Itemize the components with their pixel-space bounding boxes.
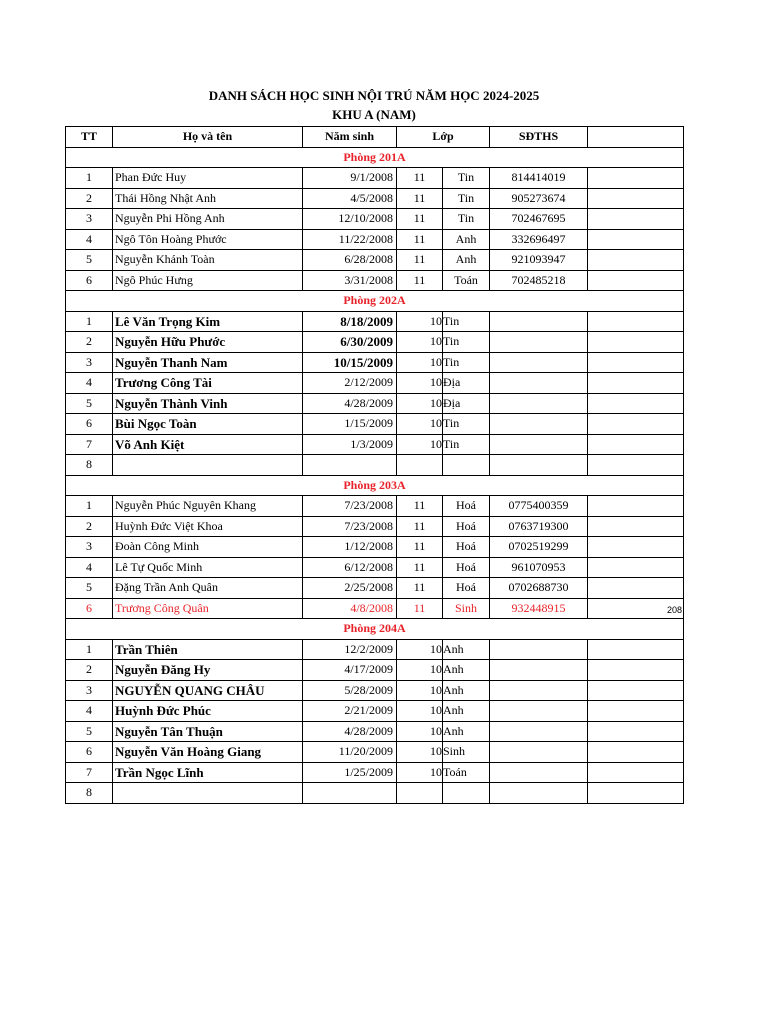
table-row xyxy=(66,516,684,537)
student-name: Nguyễn Tân Thuận xyxy=(113,721,303,742)
birth-date: 11/22/2008 xyxy=(303,229,397,250)
phone-number xyxy=(490,373,588,394)
phone-number xyxy=(490,311,588,332)
phone-number xyxy=(490,742,588,763)
class-grade: 10 xyxy=(397,332,443,353)
birth-date: 1/15/2009 xyxy=(303,414,397,435)
class-grade: 10 xyxy=(397,393,443,414)
class-subject: Tin xyxy=(443,414,490,435)
room-label: Phòng 201A xyxy=(66,147,684,168)
extra-cell xyxy=(588,557,684,578)
table-header-row xyxy=(66,127,684,148)
student-name: Nguyễn Phúc Nguyên Khang xyxy=(113,496,303,517)
room-label: Phòng 204A xyxy=(66,619,684,640)
student-name: Thái Hồng Nhật Anh xyxy=(113,188,303,209)
class-grade: 11 xyxy=(397,578,443,599)
student-name: Nguyễn Văn Hoàng Giang xyxy=(113,742,303,763)
birth-date: 7/23/2008 xyxy=(303,496,397,517)
student-name: Phan Đức Huy xyxy=(113,168,303,189)
student-name: Trần Thiên xyxy=(113,639,303,660)
extra-cell xyxy=(588,762,684,783)
birth-date: 4/28/2009 xyxy=(303,721,397,742)
phone-number xyxy=(490,455,588,476)
extra-cell xyxy=(588,639,684,660)
birth-date: 4/8/2008 xyxy=(303,598,397,619)
class-grade: 10 xyxy=(397,352,443,373)
row-number: 6 xyxy=(66,270,113,291)
class-grade: 10 xyxy=(397,660,443,681)
class-grade: 11 xyxy=(397,168,443,189)
class-subject: Tin xyxy=(443,209,490,230)
class-grade: 11 xyxy=(397,188,443,209)
birth-date: 4/28/2009 xyxy=(303,393,397,414)
extra-cell xyxy=(588,250,684,271)
row-number: 6 xyxy=(66,598,113,619)
birth-date: 4/5/2008 xyxy=(303,188,397,209)
extra-cell xyxy=(588,455,684,476)
row-number: 2 xyxy=(66,516,113,537)
phone-number: 0702519299 xyxy=(490,537,588,558)
document-subtitle: KHU A (NAM) xyxy=(332,107,416,122)
class-subject xyxy=(443,783,490,804)
header-dob: Năm sinh xyxy=(303,127,397,148)
class-grade: 11 xyxy=(397,209,443,230)
row-number: 3 xyxy=(66,680,113,701)
table-row xyxy=(66,332,684,353)
phone-number xyxy=(490,332,588,353)
room-header-row xyxy=(66,475,684,496)
phone-number xyxy=(490,414,588,435)
table-row xyxy=(66,598,684,619)
extra-cell xyxy=(588,680,684,701)
extra-cell xyxy=(588,578,684,599)
student-name: Nguyễn Thành Vinh xyxy=(113,393,303,414)
extra-cell xyxy=(588,209,684,230)
table-row xyxy=(66,783,684,804)
extra-cell xyxy=(588,434,684,455)
table-row xyxy=(66,660,684,681)
student-name: Nguyễn Đăng Hy xyxy=(113,660,303,681)
phone-number xyxy=(490,721,588,742)
table-body xyxy=(66,147,684,803)
student-name: Bùi Ngọc Toàn xyxy=(113,414,303,435)
class-subject: Anh xyxy=(443,721,490,742)
phone-number: 932448915 xyxy=(490,598,588,619)
row-number: 7 xyxy=(66,762,113,783)
class-grade: 11 xyxy=(397,537,443,558)
student-name: Nguyễn Khánh Toàn xyxy=(113,250,303,271)
extra-cell xyxy=(588,742,684,763)
row-number: 3 xyxy=(66,537,113,558)
side-note: 208 xyxy=(666,605,682,615)
class-grade: 10 xyxy=(397,762,443,783)
header-tt: TT xyxy=(66,127,113,148)
row-number: 8 xyxy=(66,455,113,476)
birth-date: 2/12/2009 xyxy=(303,373,397,394)
table-row xyxy=(66,496,684,517)
class-grade: 10 xyxy=(397,701,443,722)
table-row xyxy=(66,742,684,763)
phone-number xyxy=(490,701,588,722)
extra-cell xyxy=(588,496,684,517)
table-row xyxy=(66,557,684,578)
birth-date: 6/28/2008 xyxy=(303,250,397,271)
row-number: 2 xyxy=(66,332,113,353)
class-grade: 10 xyxy=(397,721,443,742)
class-grade: 10 xyxy=(397,311,443,332)
extra-cell xyxy=(588,537,684,558)
table-row xyxy=(66,393,684,414)
header-phone: SĐTHS xyxy=(490,127,588,148)
class-subject: Hoá xyxy=(443,557,490,578)
student-name: Trương Công Tài xyxy=(113,373,303,394)
class-subject: Tin xyxy=(443,352,490,373)
student-name xyxy=(113,455,303,476)
class-grade xyxy=(397,455,443,476)
table-row xyxy=(66,311,684,332)
class-subject: Tin xyxy=(443,168,490,189)
class-grade: 11 xyxy=(397,270,443,291)
extra-cell xyxy=(588,516,684,537)
student-name: Võ Anh Kiệt xyxy=(113,434,303,455)
extra-cell xyxy=(588,660,684,681)
birth-date: 10/15/2009 xyxy=(303,352,397,373)
class-grade: 11 xyxy=(397,250,443,271)
room-label: Phòng 202A xyxy=(66,291,684,312)
table-row xyxy=(66,762,684,783)
phone-number: 332696497 xyxy=(490,229,588,250)
extra-cell xyxy=(588,393,684,414)
row-number: 4 xyxy=(66,373,113,394)
phone-number xyxy=(490,762,588,783)
class-subject: Tin xyxy=(443,311,490,332)
class-subject: Hoá xyxy=(443,516,490,537)
phone-number: 961070953 xyxy=(490,557,588,578)
room-label: Phòng 203A xyxy=(66,475,684,496)
birth-date: 1/12/2008 xyxy=(303,537,397,558)
birth-date: 3/31/2008 xyxy=(303,270,397,291)
table-row xyxy=(66,188,684,209)
birth-date: 7/23/2008 xyxy=(303,516,397,537)
row-number: 1 xyxy=(66,496,113,517)
phone-number xyxy=(490,680,588,701)
table-row xyxy=(66,701,684,722)
birth-date: 2/25/2008 xyxy=(303,578,397,599)
birth-date: 8/18/2009 xyxy=(303,311,397,332)
student-table xyxy=(65,126,684,804)
header-class: Lớp xyxy=(397,127,490,148)
extra-cell xyxy=(588,270,684,291)
student-name: Đoàn Công Minh xyxy=(113,537,303,558)
phone-number: 905273674 xyxy=(490,188,588,209)
phone-number: 0702688730 xyxy=(490,578,588,599)
row-number: 4 xyxy=(66,229,113,250)
extra-cell xyxy=(588,352,684,373)
room-header-row xyxy=(66,147,684,168)
class-grade: 10 xyxy=(397,373,443,394)
class-subject: Hoá xyxy=(443,496,490,517)
phone-number: 814414019 xyxy=(490,168,588,189)
class-grade: 11 xyxy=(397,229,443,250)
row-number: 5 xyxy=(66,250,113,271)
table-row xyxy=(66,270,684,291)
document-title: DANH SÁCH HỌC SINH NỘI TRÚ NĂM HỌC 2024-2025 xyxy=(208,88,540,103)
class-subject: Anh xyxy=(443,660,490,681)
table-row xyxy=(66,229,684,250)
birth-date: 1/3/2009 xyxy=(303,434,397,455)
header-name: Họ và tên xyxy=(113,127,303,148)
row-number: 3 xyxy=(66,352,113,373)
student-name: NGUYỄN QUANG CHÂU xyxy=(113,680,303,701)
class-subject: Sinh xyxy=(443,598,490,619)
class-grade: 10 xyxy=(397,742,443,763)
student-name: Ngô Tôn Hoàng Phước xyxy=(113,229,303,250)
class-subject: Hoá xyxy=(443,578,490,599)
student-name: Huỳnh Đức Việt Khoa xyxy=(113,516,303,537)
birth-date: 4/17/2009 xyxy=(303,660,397,681)
phone-number: 702467695 xyxy=(490,209,588,230)
row-number: 6 xyxy=(66,742,113,763)
class-subject: Anh xyxy=(443,229,490,250)
row-number: 5 xyxy=(66,393,113,414)
phone-number: 702485218 xyxy=(490,270,588,291)
class-subject: Toán xyxy=(443,762,490,783)
phone-number: 0763719300 xyxy=(490,516,588,537)
row-number: 4 xyxy=(66,701,113,722)
student-name: Trương Công Quân xyxy=(113,598,303,619)
student-name xyxy=(113,783,303,804)
row-number: 2 xyxy=(66,188,113,209)
table-row xyxy=(66,455,684,476)
table-row xyxy=(66,434,684,455)
row-number: 4 xyxy=(66,557,113,578)
extra-cell xyxy=(588,783,684,804)
row-number: 2 xyxy=(66,660,113,681)
phone-number xyxy=(490,639,588,660)
class-grade: 10 xyxy=(397,434,443,455)
birth-date: 11/20/2009 xyxy=(303,742,397,763)
table-row xyxy=(66,352,684,373)
extra-cell xyxy=(588,229,684,250)
table-row xyxy=(66,721,684,742)
birth-date xyxy=(303,783,397,804)
birth-date: 12/10/2008 xyxy=(303,209,397,230)
room-header-row xyxy=(66,619,684,640)
row-number: 1 xyxy=(66,168,113,189)
phone-number xyxy=(490,434,588,455)
row-number: 5 xyxy=(66,721,113,742)
class-subject: Hoá xyxy=(443,537,490,558)
extra-cell xyxy=(588,168,684,189)
table-row xyxy=(66,414,684,435)
student-name: Lê Văn Trọng Kim xyxy=(113,311,303,332)
class-subject: Địa xyxy=(443,373,490,394)
student-name: Ngô Phúc Hưng xyxy=(113,270,303,291)
phone-number xyxy=(490,352,588,373)
class-grade xyxy=(397,783,443,804)
class-subject: Anh xyxy=(443,680,490,701)
student-name: Đặng Trần Anh Quân xyxy=(113,578,303,599)
row-number: 1 xyxy=(66,311,113,332)
extra-cell xyxy=(588,311,684,332)
extra-cell xyxy=(588,373,684,394)
phone-number xyxy=(490,660,588,681)
class-grade: 10 xyxy=(397,680,443,701)
class-subject: Tin xyxy=(443,434,490,455)
student-name: Nguyễn Thanh Nam xyxy=(113,352,303,373)
class-grade: 11 xyxy=(397,598,443,619)
phone-number xyxy=(490,393,588,414)
row-number: 5 xyxy=(66,578,113,599)
row-number: 3 xyxy=(66,209,113,230)
class-subject: Toán xyxy=(443,270,490,291)
student-name: Huỳnh Đức Phúc xyxy=(113,701,303,722)
table-row xyxy=(66,373,684,394)
class-grade: 10 xyxy=(397,414,443,435)
table-row xyxy=(66,680,684,701)
row-number: 7 xyxy=(66,434,113,455)
class-subject: Tin xyxy=(443,188,490,209)
class-subject: Địa xyxy=(443,393,490,414)
student-name: Nguyễn Hữu Phước xyxy=(113,332,303,353)
table-row xyxy=(66,578,684,599)
class-subject: Anh xyxy=(443,639,490,660)
class-subject: Anh xyxy=(443,701,490,722)
table-row xyxy=(66,209,684,230)
class-grade: 11 xyxy=(397,516,443,537)
birth-date: 6/30/2009 xyxy=(303,332,397,353)
extra-cell xyxy=(588,701,684,722)
extra-cell xyxy=(588,414,684,435)
birth-date: 1/25/2009 xyxy=(303,762,397,783)
extra-cell xyxy=(588,332,684,353)
class-grade: 11 xyxy=(397,557,443,578)
student-name: Lê Tự Quốc Minh xyxy=(113,557,303,578)
table-row xyxy=(66,639,684,660)
student-name: Trần Ngọc Lĩnh xyxy=(113,762,303,783)
row-number: 6 xyxy=(66,414,113,435)
phone-number xyxy=(490,783,588,804)
row-number: 1 xyxy=(66,639,113,660)
row-number: 8 xyxy=(66,783,113,804)
class-grade: 10 xyxy=(397,639,443,660)
class-subject: Tin xyxy=(443,332,490,353)
table-row xyxy=(66,168,684,189)
birth-date: 2/21/2009 xyxy=(303,701,397,722)
birth-date: 5/28/2009 xyxy=(303,680,397,701)
class-subject: Sinh xyxy=(443,742,490,763)
birth-date: 12/2/2009 xyxy=(303,639,397,660)
phone-number: 921093947 xyxy=(490,250,588,271)
room-header-row xyxy=(66,291,684,312)
header-extra xyxy=(588,127,684,148)
table-row xyxy=(66,537,684,558)
birth-date: 9/1/2008 xyxy=(303,168,397,189)
class-subject: Anh xyxy=(443,250,490,271)
birth-date: 6/12/2008 xyxy=(303,557,397,578)
student-name: Nguyễn Phi Hồng Anh xyxy=(113,209,303,230)
class-grade: 11 xyxy=(397,496,443,517)
extra-cell xyxy=(588,721,684,742)
phone-number: 0775400359 xyxy=(490,496,588,517)
class-subject xyxy=(443,455,490,476)
birth-date xyxy=(303,455,397,476)
extra-cell xyxy=(588,188,684,209)
table-row xyxy=(66,250,684,271)
